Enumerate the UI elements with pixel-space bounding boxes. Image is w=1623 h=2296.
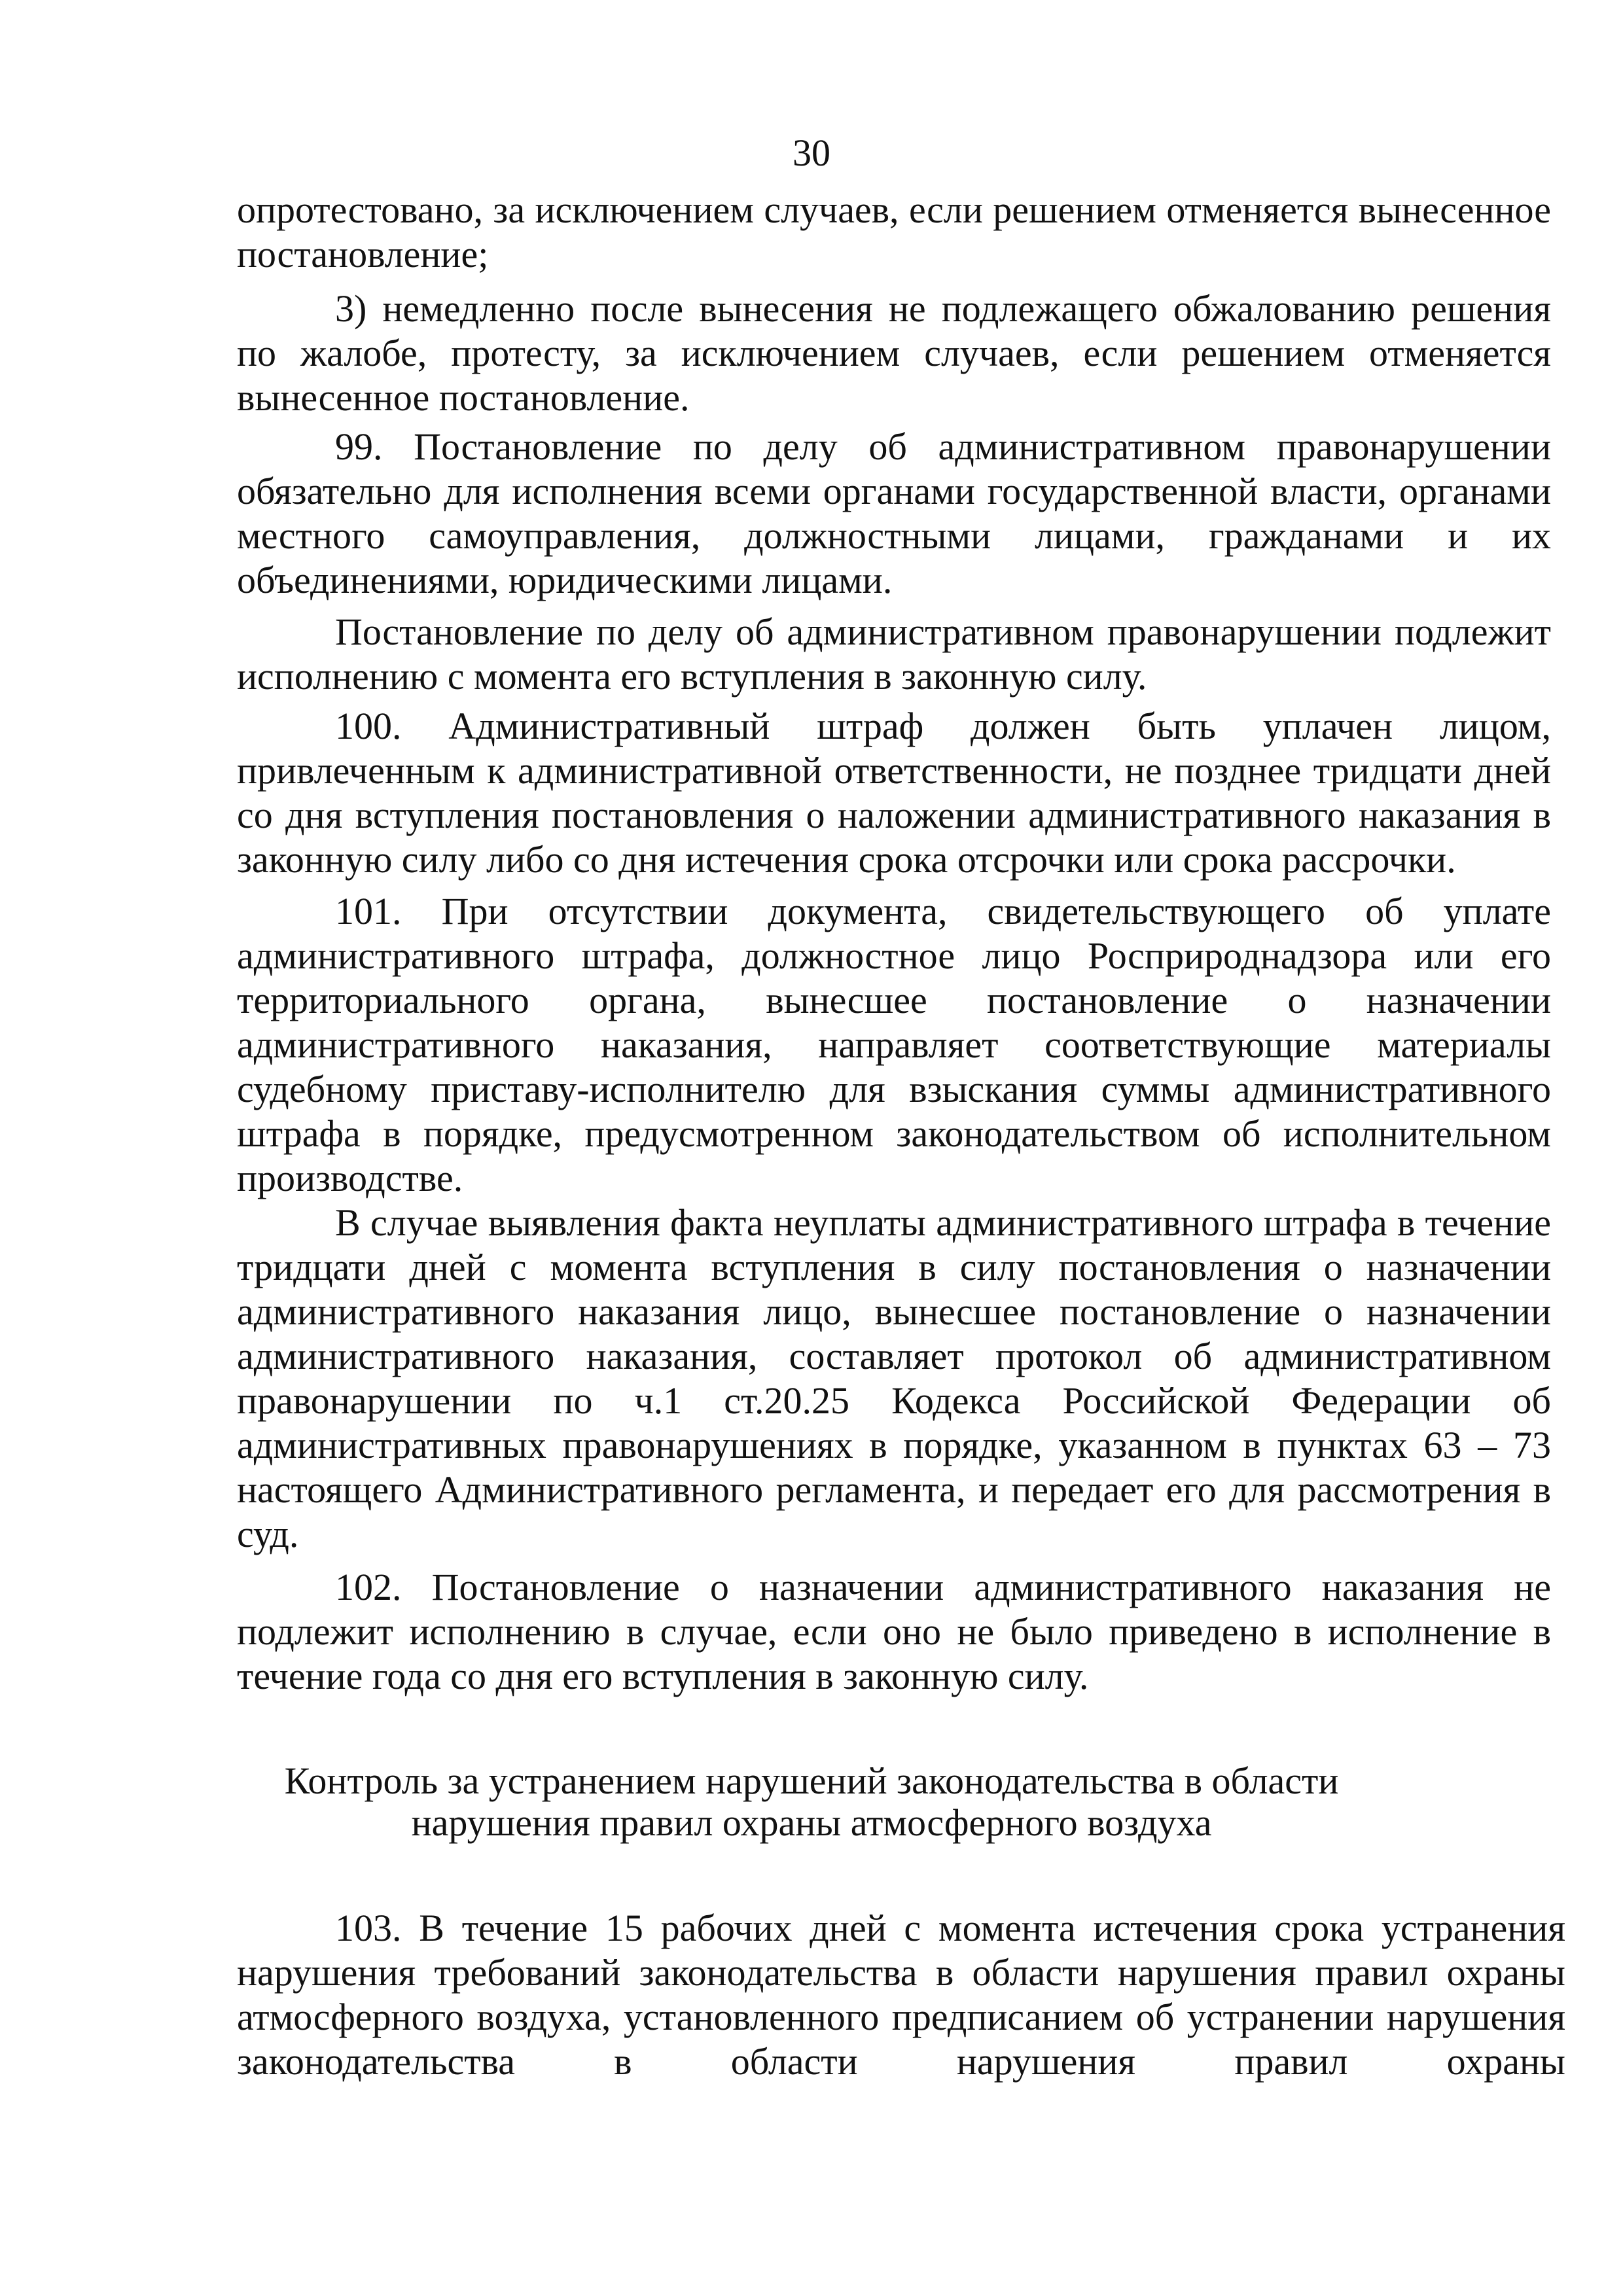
paragraph-100: 100. Административный штраф должен быть уплачен лицом, привлеченным к административной ответственности, не позднее тридцати дней со дня вступления постановления о наложении административного наказания в законную силу либо со дня истечения срока отсрочки или срока рассрочки.: [237, 705, 1551, 881]
section-heading-line2: нарушения правил охраны атмосферного воздуха: [411, 1801, 1212, 1844]
paragraph-99: 99. Постановление по делу об административном правонарушении обязательно для исполнения всеми органами государственной власти, органами местного самоуправления, должностными лицами, гражданами и их объединениями, юридическими лицами.: [237, 425, 1551, 601]
paragraph-101: 101. При отсутствии документа, свидетельствующего об уплате административного штрафа, должностное лицо Росприроднадзора или его территориального органа, вынесшее постановление о назначении административного наказания, направляет соответствующие материалы судебному приставу-исполнителю для взыскания суммы административного штрафа в порядке, предусмотренном законодательством об исполнительном производстве.: [237, 890, 1551, 1199]
section-heading-line1: Контроль за устранением нарушений законодательства в области: [284, 1759, 1339, 1802]
paragraph-99-cont: Постановление по делу об административном правонарушении подлежит исполнению с момента его вступления в законную силу.: [237, 610, 1551, 698]
paragraph-102: 102. Постановление о назначении административного наказания не подлежит исполнению в случае, если оно не было приведено в исполнение в течение года со дня его вступления в законную силу.: [237, 1566, 1551, 1697]
section-heading: [0, 1760, 1623, 1844]
page-number: 30: [793, 132, 830, 174]
paragraph-item-3: 3) немедленно после вынесения не подлежащего обжалованию решения по жалобе, протесту, за исключением случаев, если решением отменяется вынесенное постановление.: [237, 287, 1551, 419]
paragraph-continuation: опротестовано, за исключением случаев, если решением отменяется вынесенное постановление;: [237, 188, 1551, 275]
paragraph-101-cont: В случае выявления факта неуплаты административного штрафа в течение тридцати дней с момента вступления в силу постановления о назначении административного наказания лицо, вынесшее постановление о назначении административного наказания, составляет протокол об административном правонарушении по ч.1 ст.20.25 Кодекса Российской Федерации об административных правонарушениях в порядке, указанном в пунктах 63 – 73 настоящего Административного регламента, и передает его для рассмотрения в суд.: [237, 1201, 1551, 1555]
paragraph-103: 103. В течение 15 рабочих дней с момента истечения срока устранения нарушения требований законодательства в области нарушения правил охраны атмосферного воздуха, установленного предписанием об устранении нарушения законодательства в области нарушения правил охраны: [237, 1907, 1565, 2083]
